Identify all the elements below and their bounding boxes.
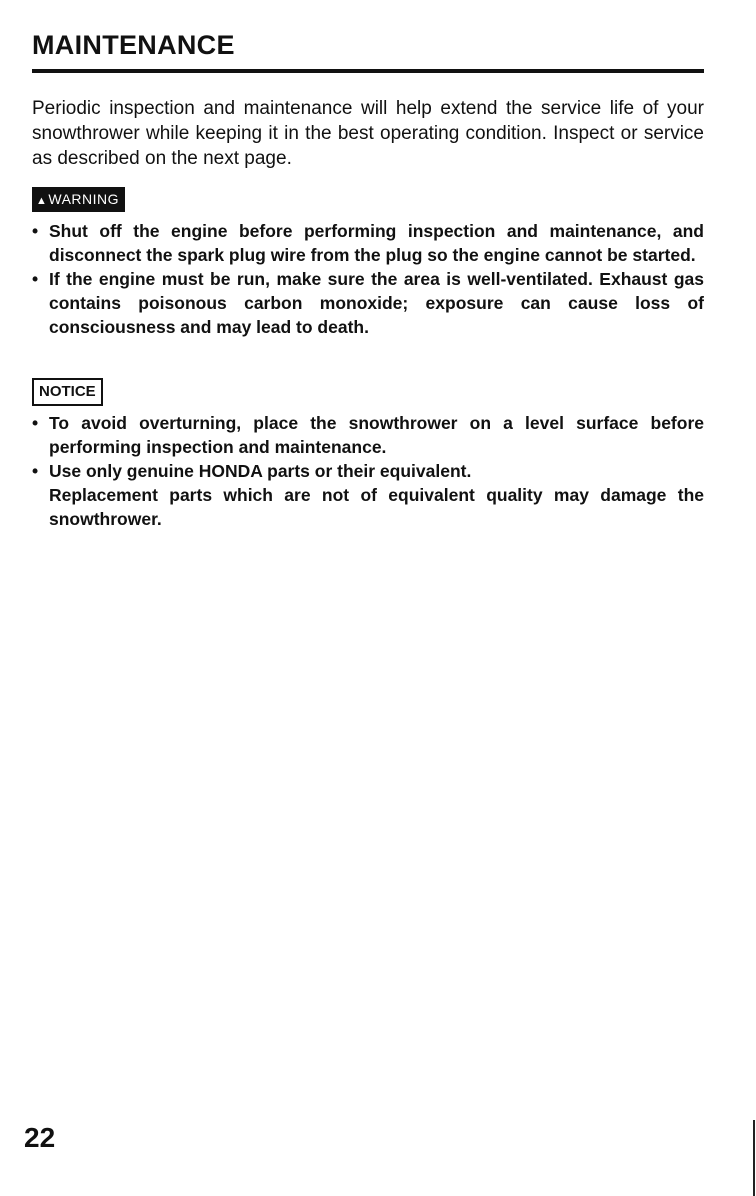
warning-triangle-icon: ▲ [36, 195, 48, 207]
warning-badge-label: WARNING [48, 191, 120, 207]
page-title: MAINTENANCE [32, 30, 235, 60]
warning-list [32, 219, 704, 339]
warning-item: • If the engine must be run, make sure the area is well-ventilated. Exhaust gas contains poisonous carbon monoxide; exposure can cause loss of consciousness and may lead to death. [32, 267, 704, 339]
intro-paragraph: Periodic inspection and maintenance will help extend the service life of your snowthrower while keeping it in the best operating condition. Inspect or service as described on the next page. [32, 98, 704, 169]
notice-item: • To avoid overturning, place the snowthrower on a level surface before performing inspection and maintenance. [32, 411, 704, 459]
title-divider [32, 69, 704, 73]
notice-followup: Replacement parts which are not of equivalent quality may damage the snowthrower. [49, 485, 704, 529]
page-number: 22 [24, 1122, 56, 1153]
warning-badge [32, 187, 125, 212]
notice-item [32, 459, 704, 531]
scan-edge [753, 1120, 755, 1196]
notice-list [32, 411, 704, 531]
notice-badge: NOTICE [32, 378, 103, 406]
notice-item-text: Use only genuine HONDA parts or their equivalent. [49, 461, 472, 481]
warning-item: • Shut off the engine before performing inspection and maintenance, and disconnect the spark plug wire from the plug so the engine cannot be started. [32, 219, 704, 267]
